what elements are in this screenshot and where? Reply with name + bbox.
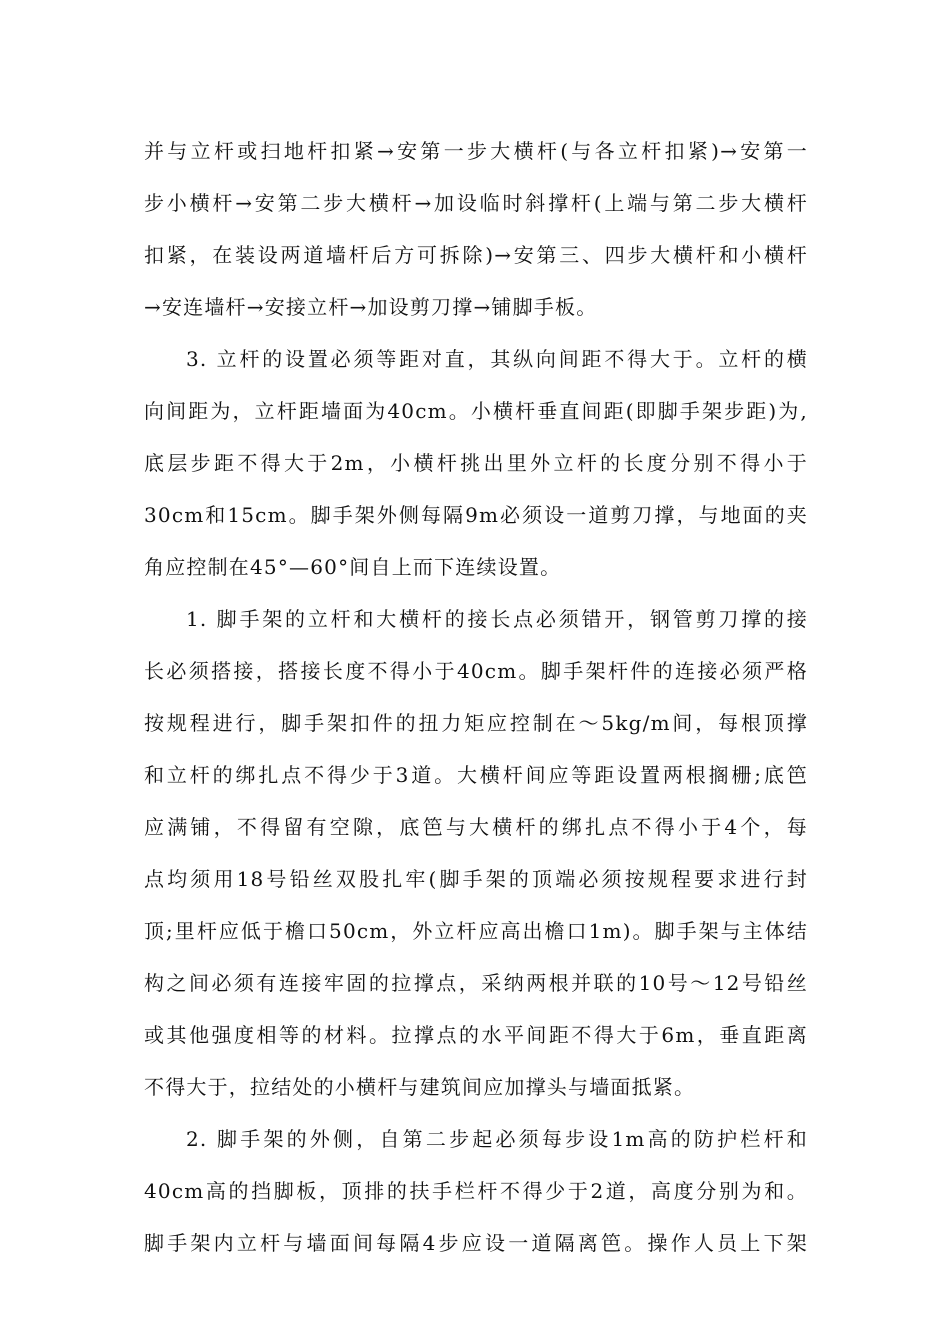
- text-line: 1. 脚手架的立杆和大横杆的接长点必须错开，钢管剪刀撑的接: [186, 607, 808, 631]
- text-line: 向间距为，立杆距墙面为40cm。小横杆垂直间距(即脚手架步距)为,: [144, 399, 808, 423]
- text-line: 40cm高的挡脚板，顶排的扶手栏杆不得少于2道，高度分别为和。: [144, 1179, 808, 1203]
- text-line: 角应控制在45°—60°间自上而下连续设置。: [144, 555, 562, 579]
- paragraph-item-2: [144, 1113, 808, 1269]
- text-line: 顶;里杆应低于檐口50cm，外立杆应高出檐口1m)。脚手架与主体结: [144, 919, 808, 943]
- text-line: 步小横杆→安第二步大横杆→加设临时斜撑杆(上端与第二步大横杆: [144, 191, 808, 215]
- text-line: 构之间必须有连接牢固的拉撑点，采纳两根并联的10号～12号铅丝: [144, 971, 808, 995]
- text-line: 并与立杆或扫地杆扣紧→安第一步大横杆(与各立杆扣紧)→安第一: [144, 139, 808, 163]
- text-line: 按规程进行，脚手架扣件的扭力矩应控制在～5kg/m间，每根顶撑: [144, 711, 808, 735]
- text-line: 扣紧，在装设两道墙杆后方可拆除)→安第三、四步大横杆和小横杆: [144, 243, 808, 267]
- paragraph-item-3: [144, 333, 808, 593]
- text-line: 点均须用18号铅丝双股扎牢(脚手架的顶端必须按规程要求进行封: [144, 867, 808, 891]
- text-line: 3. 立杆的设置必须等距对直，其纵向间距不得大于。立杆的横: [186, 347, 808, 371]
- paragraph-erection-sequence: [144, 125, 808, 333]
- text-line: 底层步距不得大于2m，小横杆挑出里外立杆的长度分别不得小于: [144, 451, 808, 475]
- paragraph-item-1: [144, 593, 808, 1113]
- text-line: 应满铺，不得留有空隙，底笆与大横杆的绑扎点不得小于4个，每: [144, 815, 808, 839]
- text-line: 脚手架内立杆与墙面间每隔4步应设一道隔离笆。操作人员上下架: [144, 1231, 808, 1255]
- text-line: 不得大于，拉结处的小横杆与建筑间应加撑头与墙面抵紧。: [144, 1075, 696, 1099]
- text-line: 30cm和15cm。脚手架外侧每隔9m必须设一道剪刀撑，与地面的夹: [144, 503, 808, 527]
- text-line: 或其他强度相等的材料。拉撑点的水平间距不得大于6m，垂直距离: [144, 1023, 808, 1047]
- text-line: 2. 脚手架的外侧，自第二步起必须每步设1m高的防护栏杆和: [186, 1127, 808, 1151]
- document-body: [144, 125, 808, 1269]
- text-line: 和立杆的绑扎点不得少于3道。大横杆间应等距设置两根搁栅;底笆: [144, 763, 808, 787]
- text-line: 长必须搭接，搭接长度不得小于40cm。脚手架杆件的连接必须严格: [144, 659, 808, 683]
- text-line: →安连墙杆→安接立杆→加设剪刀撑→铺脚手板。: [144, 295, 598, 319]
